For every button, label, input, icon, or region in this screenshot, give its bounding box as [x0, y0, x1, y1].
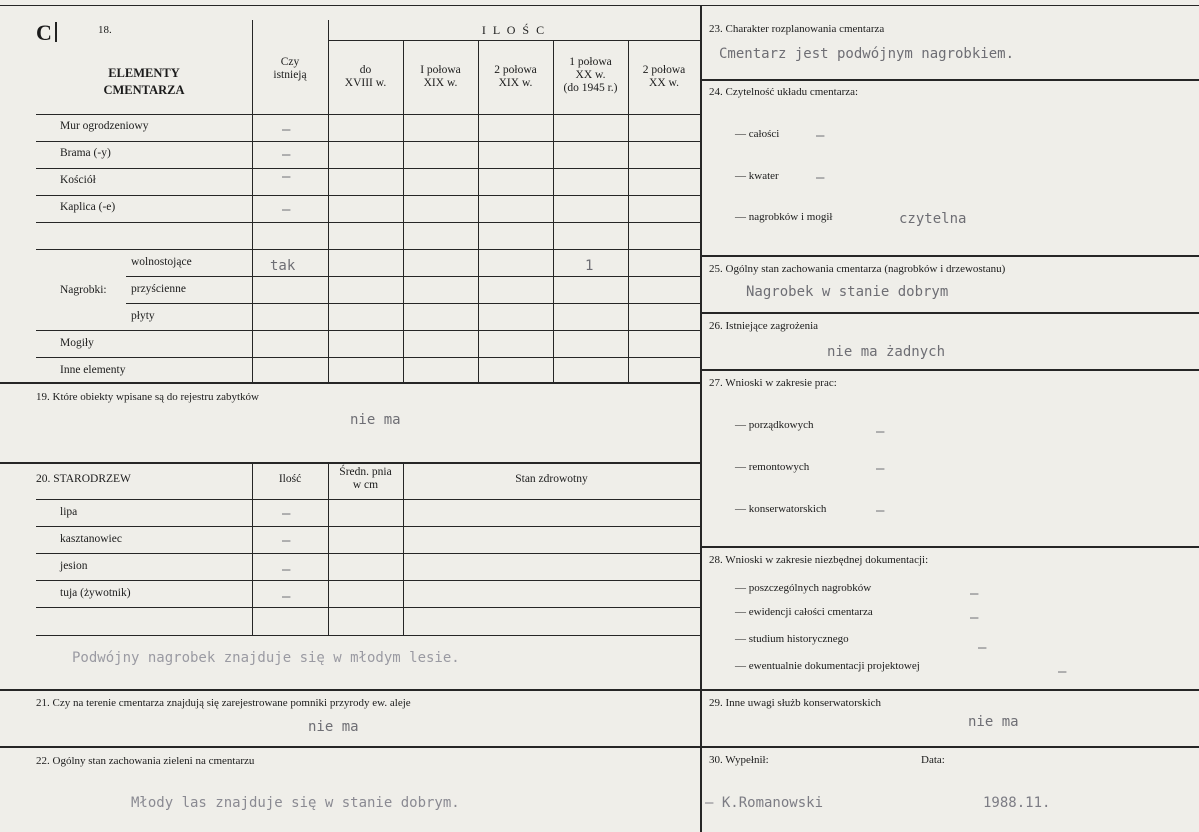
col-period-4: [553, 56, 628, 95]
s30-name-value: – K.Romanowski: [705, 795, 824, 811]
tree-ilosc-lipa: –: [282, 506, 291, 522]
s28-ewidencji-value: –: [970, 610, 979, 626]
col-period-5: [628, 64, 700, 90]
count-wolnostojace-xx1: 1: [585, 258, 594, 274]
s27-item-porzadkowych: — porządkowych: [735, 419, 814, 431]
s28-item-ewidencji: — ewidencji całości cmentarza: [735, 606, 873, 618]
s24-item-calosci: — całości: [735, 128, 780, 140]
s27-remontowych-value: –: [876, 461, 885, 477]
s23-label: 23. Charakter rozplanowania cmentarza: [709, 23, 885, 35]
row-label-plyty: płyty: [131, 310, 155, 322]
tree-label-kasztanowiec: kasztanowiec: [60, 533, 122, 545]
s21-value: nie ma: [308, 719, 359, 735]
s20-col-stan: Stan zdrowotny: [515, 473, 588, 485]
col-period-2-l1: I połowa: [420, 64, 461, 76]
s20-col-ilosc: Ilość: [278, 473, 302, 485]
s26-label: 26. Istniejące zagrożenia: [709, 320, 819, 332]
row-label-inne: Inne elementy: [60, 364, 126, 376]
row-label-brama: Brama (-y): [60, 147, 111, 159]
tree-label-lipa: lipa: [60, 506, 78, 518]
s27-item-konserwatorskich: — konserwatorskich: [735, 503, 827, 515]
col-period-3: [478, 64, 553, 90]
nagrobki-label: Nagrobki:: [60, 284, 107, 296]
exists-brama-value: –: [282, 147, 291, 163]
row-label-kaplica: Kaplica (-e): [60, 201, 116, 213]
col-period-4-l3: (do 1945 r.): [563, 82, 618, 94]
s30-label: 30. Wypełnił:: [709, 754, 769, 766]
exists-wolnostojace-value: tak: [270, 258, 296, 274]
s25-value: Nagrobek w stanie dobrym: [746, 284, 949, 300]
exists-mur-value: –: [282, 122, 291, 138]
row-label-przyscienne: przyścienne: [131, 283, 186, 295]
s22-label: 22. Ogólny stan zachowania zieleni na cmentarzu: [36, 755, 255, 767]
s29-value: nie ma: [968, 714, 1019, 730]
s27-item-remontowych: — remontowych: [735, 461, 810, 473]
s20-col-srednica: [328, 466, 403, 492]
s23-value: Cmentarz jest podwójnym nagrobkiem.: [719, 46, 1015, 62]
tree-label-tuja: tuja (żywotnik): [60, 587, 131, 599]
col-period-1-l1: do: [359, 64, 372, 76]
exists-kosciol-value: –: [282, 169, 291, 185]
s19-value: nie ma: [350, 412, 401, 428]
s30-date-value: 1988.11.: [983, 795, 1051, 811]
col-period-2-l2: XIX w.: [423, 77, 458, 89]
tree-ilosc-tuja: –: [282, 589, 291, 605]
s21-label: 21. Czy na terenie cmentarza znajdują się zarejestrowane pomniki przyrody ew. aleje: [36, 697, 411, 709]
exists-kaplica-value: –: [282, 202, 291, 218]
s28-item-studium: — studium historycznego: [735, 633, 849, 645]
s24-kwater-value: –: [816, 170, 825, 186]
s24-nagrobkow-value: czytelna: [899, 211, 967, 227]
row-label-mogily: Mogiły: [60, 337, 94, 349]
row-label-mur: Mur ogrodzeniowy: [60, 120, 149, 132]
s28-projektowej-value: –: [1058, 664, 1067, 680]
col-period-5-l1: 2 połowa: [642, 64, 686, 76]
s26-value: nie ma żadnych: [827, 344, 946, 360]
s28-item-projektowej: — ewentualnie dokumentacji projektowej: [735, 660, 920, 672]
s22-value: Młody las znajduje się w stanie dobrym.: [131, 795, 460, 811]
col-period-4-l2: XX w.: [575, 69, 606, 81]
s20-label: 20. STARODRZEW: [36, 473, 131, 485]
s30-date-label: Data:: [921, 754, 945, 766]
s28-label: 28. Wnioski w zakresie niezbędnej dokumentacji:: [709, 554, 929, 566]
col-period-1-l2: XVIII w.: [344, 77, 387, 89]
tree-ilosc-jesion: –: [282, 562, 291, 578]
s27-porzadkowych-value: –: [876, 424, 885, 440]
col-period-2: [403, 64, 478, 90]
s20-note: Podwójny nagrobek znajduje się w młodym lesie.: [72, 650, 460, 666]
col-exists-line1: Czy: [280, 56, 300, 68]
ilosc-header: I L O Ś C: [481, 23, 547, 37]
col-exists-line2: istnieją: [273, 69, 307, 81]
s20-col-srednica-l2: w cm: [352, 479, 379, 491]
s27-label: 27. Wnioski w zakresie prac:: [709, 377, 837, 389]
section-c-marker: C: [36, 20, 57, 46]
col-period-3-l1: 2 połowa: [494, 64, 537, 76]
s25-label: 25. Ogólny stan zachowania cmentarza (nagrobków i drzewostanu): [709, 263, 1006, 275]
tree-ilosc-kasztanowiec: –: [282, 533, 291, 549]
s28-nagrobkow-value: –: [970, 586, 979, 602]
s20-col-srednica-l1: Średn. pnia: [339, 466, 392, 478]
s27-konserwatorskich-value: –: [876, 503, 885, 519]
s24-item-nagrobkow: — nagrobków i mogił: [735, 211, 833, 223]
s29-label: 29. Inne uwagi służb konserwatorskich: [709, 697, 881, 709]
elements-title-line1: ELEMENTY: [108, 66, 180, 80]
s28-item-nagrobkow: — poszczególnych nagrobków: [735, 582, 872, 594]
elements-title: [36, 65, 252, 99]
s24-label: 24. Czytelność układu cmentarza:: [709, 86, 859, 98]
col-period-1: [328, 64, 403, 90]
elements-title-line2: CMENTARZA: [103, 83, 185, 97]
s24-calosci-value: –: [816, 128, 825, 144]
col-period-3-l2: XIX w.: [498, 77, 533, 89]
row-label-kosciol: Kościół: [60, 174, 96, 186]
tree-label-jesion: jesion: [60, 560, 88, 572]
col-exists-header: [252, 56, 328, 82]
col-period-4-l1: 1 połowa: [569, 56, 612, 68]
s19-label: 19. Które obiekty wpisane są do rejestru zabytków: [36, 391, 259, 403]
section-18-number: 18.: [98, 24, 112, 36]
col-period-5-l2: XX w.: [649, 77, 679, 89]
s24-item-kwater: — kwater: [735, 170, 779, 182]
row-label-wolnostojace: wolnostojące: [131, 256, 192, 268]
s28-studium-value: –: [978, 640, 987, 656]
